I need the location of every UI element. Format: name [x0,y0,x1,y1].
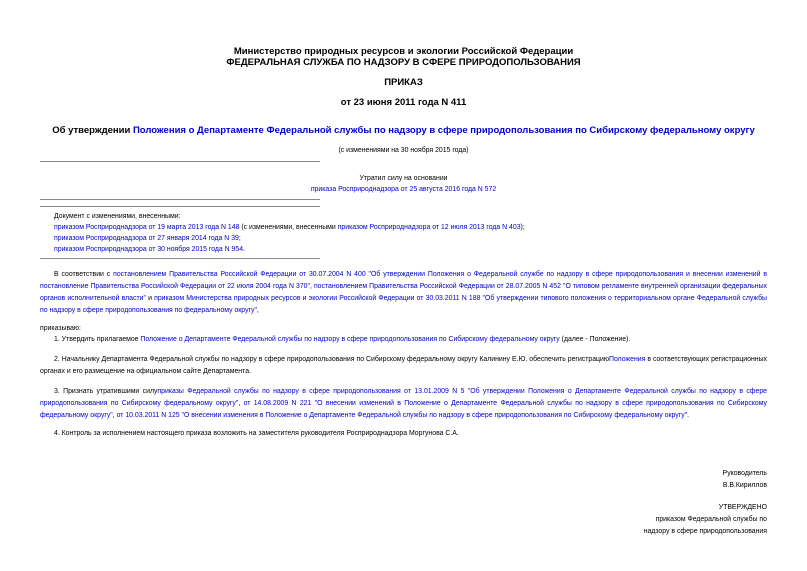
change-link[interactable]: приказом Росприроднадзора от 30 ноября 2015 года N 954 [54,246,244,253]
item-link[interactable]: от 14.08.2009 N 221 "О внесении изменений в Положение о Департаменте Федеральной службы по надзору в сфере природопользования по Сибирскому федеральному округу" [40,400,767,419]
item-text: , [238,400,244,407]
ministry-name: Министерство природных ресурсов и экологии Российской Федерации [233,46,574,57]
doc-type: ПРИКАЗ [384,77,423,88]
change-link[interactable]: приказом Росприроднадзора от 27 января 2014 года N 39 [54,235,239,242]
signature-block [723,468,767,492]
order-item-3 [40,386,767,422]
item-text: в соответствующих регистрационных органах и его размещение на официальном сайте Департамента. [40,356,767,375]
approval-line: приказом Федеральной службы по [655,516,767,523]
preamble-link[interactable]: постановлением Правительства Российской Федерации от 28.07.2005 N 452 "О типовом регламенте внутренней организации федеральных органов исполнительной власти" [40,283,767,302]
preamble-link[interactable]: приказом Министерства природных ресурсов и экологии Российской Федерации от 30.03.2011 N 188 "Об утверждении типового положения о территориальном органе Федеральной службы по надзору в сфере природопользования по федеральному округу" [40,295,767,314]
divider [40,258,320,259]
lost-force-text: Утратил силу на основании [359,175,448,182]
title-link[interactable]: Положения о Департаменте Федеральной службы по надзору в сфере природопользования по Сибирскому федеральному округу [132,125,755,136]
changes-block [54,211,525,255]
change-link[interactable]: приказом Росприроднадзора от 12 июля 2013 года N 403 [337,224,521,231]
divider [40,161,320,162]
change-text: (с изменениями, внесенными [239,224,338,231]
changes-intro: Документ с изменениями, внесенными: [54,213,181,220]
item-text: , [112,412,117,419]
item-text: 2. Начальнику Департамента Федеральной службы по надзору в сфере природопользования по Сибирскому федеральному округу Калинину Е.Ю. обеспечить регистрацию [54,356,610,363]
changes-item [54,222,525,233]
orders-word: приказываю: [40,325,81,332]
revision-note: (с изменениями на 30 ноября 2015 года) [338,147,469,154]
change-text: . [243,246,245,253]
item-link[interactable]: от 10.03.2011 N 125 "О внесении изменения в Положение о Департаменте Федеральной службы по надзору в сфере природопользования по Сибирскому федеральному округу" [116,412,688,419]
doc-date: от 23 июня 2011 года N 411 [340,97,467,108]
order-item-1 [40,334,767,346]
preamble-text: В соответствии с [54,271,114,278]
changes-item [54,244,525,255]
preamble-text: , [309,283,314,290]
preamble-link[interactable]: постановлением Правительства Российской Федерации от 30.07.2004 N 400 "Об утверждении Положения о Федеральной службе по надзору в сфере природопользования и внесении изменений в постановление Правительства Российской Федерации от 22 июля 2004 года N 370" [40,271,767,290]
title-prefix: Об утверждении [52,125,133,136]
service-name: ФЕДЕРАЛЬНАЯ СЛУЖБА ПО НАДЗОРУ В СФЕРЕ ПРИРОДОПОЛЬЗОВАНИЯ [226,57,581,68]
item-link[interactable]: Положения [609,356,646,363]
signature-name: В.В.Кириллов [722,482,767,489]
item-text: (далее - Положение). [559,336,631,343]
changes-item [54,233,525,244]
preamble-paragraph [40,269,767,317]
order-item-2 [40,354,767,378]
approval-line: надзору в сфере природопользования [643,528,767,535]
divider [40,199,320,200]
divider [40,206,320,207]
item-text: 3. Признать утратившими силу [54,388,158,395]
preamble-text: , [256,307,259,314]
document-title [0,125,807,136]
approval-title: УТВЕРЖДЕНО [718,504,767,511]
preamble-text: и [145,295,155,302]
change-link[interactable]: приказом Росприроднадзора от 19 марта 2013 года N 148 [54,224,240,231]
item-text: 1. Утвердить прилагаемое [54,336,141,343]
approval-block [644,502,767,538]
change-text: ); [520,224,525,231]
order-item-4: 4. Контроль за исполнением настоящего приказа возложить на заместителя руководителя Росприроднадзора Моргунова С.А. [54,430,459,437]
change-text: ; [238,235,241,242]
item-link[interactable]: Положение о Департаменте Федеральной службы по надзору в сфере природопользования по Сибирскому федеральному округу [140,336,560,343]
lost-force-link[interactable]: приказа Росприроднадзора от 25 августа 2016 года N 572 [310,186,497,193]
item-link[interactable]: приказы Федеральной службы по надзору в сфере природопользования от 13.01.2009 N 5 "Об утверждении Положения о Департаменте Федеральной службы по надзору в сфере природопользования по Сибирскому федеральному округу" [40,388,767,407]
signature-role: Руководитель [722,470,767,477]
item-text: . [687,412,690,419]
